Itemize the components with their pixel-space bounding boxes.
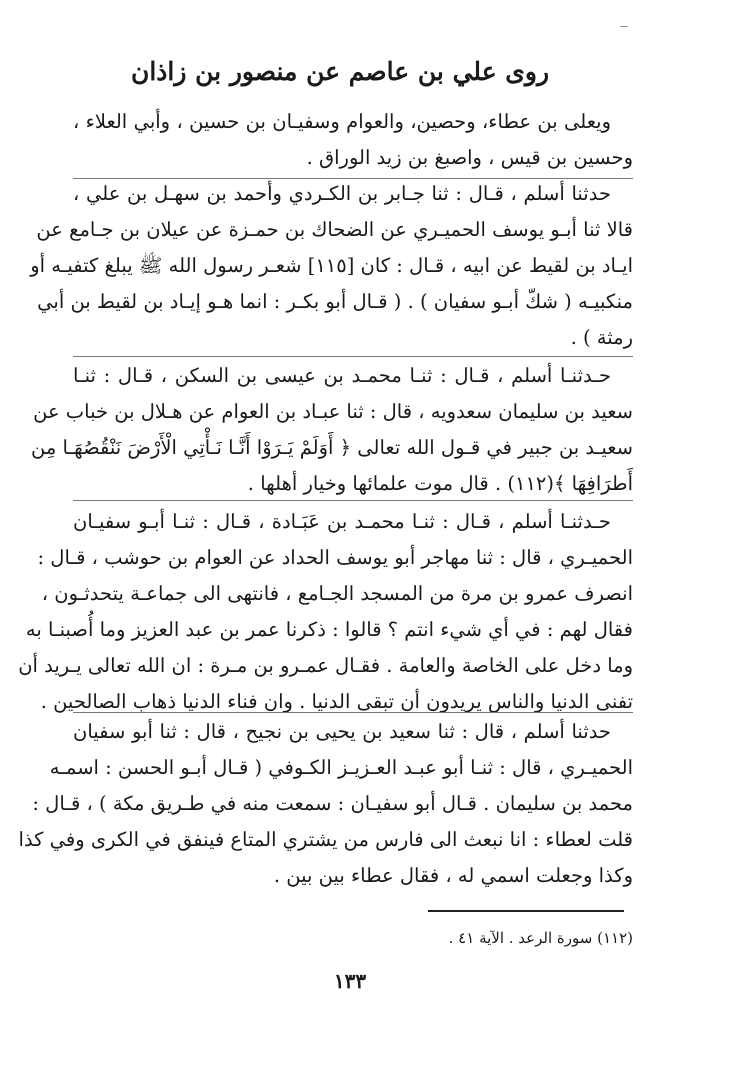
paragraph-line: الحميـري ، قال : ثنا مهاجر أبو يوسف الحداد عن العوام بن حوشب ، قـال : (37, 546, 633, 569)
paragraph-line: حدثنا أسلم ، قـال : ثنا جـابر بن الكـردي وأحمد بن سهـل بن علي ، (73, 182, 611, 205)
paragraph-line: ويعلى بن عطاء، وحصين، والعوام وسفيـان بن حسين ، وأبي العلاء ، (73, 110, 611, 133)
paragraph-divider (73, 712, 633, 713)
paragraph-line: حدثنا أسلم ، قال : ثنا سعيد بن يحيى بن نجيح ، قال : ثنا أبو سفيان (73, 720, 611, 743)
paragraph-line: وما دخل على الخاصة والعامة . فقـال عمـرو بن مـرة : ان الله تعالى يـريد أن (18, 654, 633, 677)
paragraph-line: قالا ثنا أبـو يوسف الحميـري عن الضحاك بن حمـزة عن عيلان بن جـامع عن (36, 218, 633, 241)
paragraph-1 (73, 104, 633, 176)
paragraph-line: سعيـد بن جبير في قـول الله تعالى ﴿ أَوَلَمْ يَـرَوْا أَنَّـا نَـأْتِي الْأَرْضَ نَنْقُصُهَـا مِن (30, 436, 633, 459)
footnote-separator (428, 910, 624, 912)
paragraph-line: وحسين بن قيس ، واصبغ بن زيد الوراق . (306, 146, 633, 169)
paragraph-line: محمد بن سليمان . قـال أبو سفيـان : سمعت منه في طـريق مكة ) ، قـال : (32, 792, 633, 815)
paragraph-line: وكذا وجعلت اسمي له ، فقال عطاء بين بين . (273, 864, 633, 887)
paragraph-line: سعيد بن سليمان سعدويه ، قال : ثنا عبـاد بن العوام عن هـلال بن خباب عن (33, 400, 633, 423)
paragraph-line: ايـاد بن لقيط عن ابيه ، قـال : كان [١١٥] شعـر رسول الله ﷺ يبلغ كتفيـه أو (30, 254, 633, 277)
paragraph-line: رمثة ) . (570, 326, 633, 349)
paragraph-line: أَطرَافِهَا ﴾(١١٢) . قال موت علمائها وخيار أهلها . (247, 472, 633, 495)
paragraph-line: تفنى الدنيا والناس يريدون أن تبقى الدنيا . وان فناء الدنيا ذهاب الصالحين . (40, 690, 633, 713)
paragraph-line: حـدثنـا أسلم ، قـال : ثنـا محمـد بن عيسى بن السكن ، قـال : ثنـا (73, 364, 611, 387)
page-number: ١٣٣ (333, 969, 367, 993)
paragraph-4 (18, 504, 633, 720)
paragraph-line: الحميـري ، قال : ثنـا أبو عبـد العـزيـز الكـوفي ( قـال أبـو الحسن : اسمـه (49, 756, 633, 779)
paragraph-divider (73, 500, 633, 501)
paragraph-line: قلت لعطاء : انا نبعث الى فارس من يشتري المتاع فينفق في الكرى وفي كذا (18, 828, 633, 851)
paragraph-3 (30, 358, 633, 502)
paragraph-line: انصرف عمرو بن مرة من المسجد الجـامع ، فانتهى الى جماعـة يتحدثـون ، (41, 582, 633, 605)
corner-mark (620, 26, 628, 27)
footnote: (١١٢) سورة الرعد . الآية ٤١ . (448, 929, 633, 947)
paragraph-line: فقال لهم : في أي شيء انتم ؟ قالوا : ذكرنا عمر بن عبد العزيز وما أُصبنـا به (25, 618, 633, 641)
paragraph-line: حـدثنـا أسلم ، قـال : ثنـا محمـد بن عَبَـادة ، قـال : ثنـا أبـو سفيـان (73, 510, 611, 533)
paragraph-divider (73, 356, 633, 357)
paragraph-2 (30, 176, 633, 356)
paragraph-line: منكبيـه ( شكّ أبـو سفيان ) . ( قـال أبو بكـر : انما هـو إيـاد بن لقيط بن أبي (37, 290, 633, 313)
page-title: روى علي بن عاصم عن منصور بن زاذان (130, 57, 550, 86)
paragraph-5 (18, 714, 633, 894)
